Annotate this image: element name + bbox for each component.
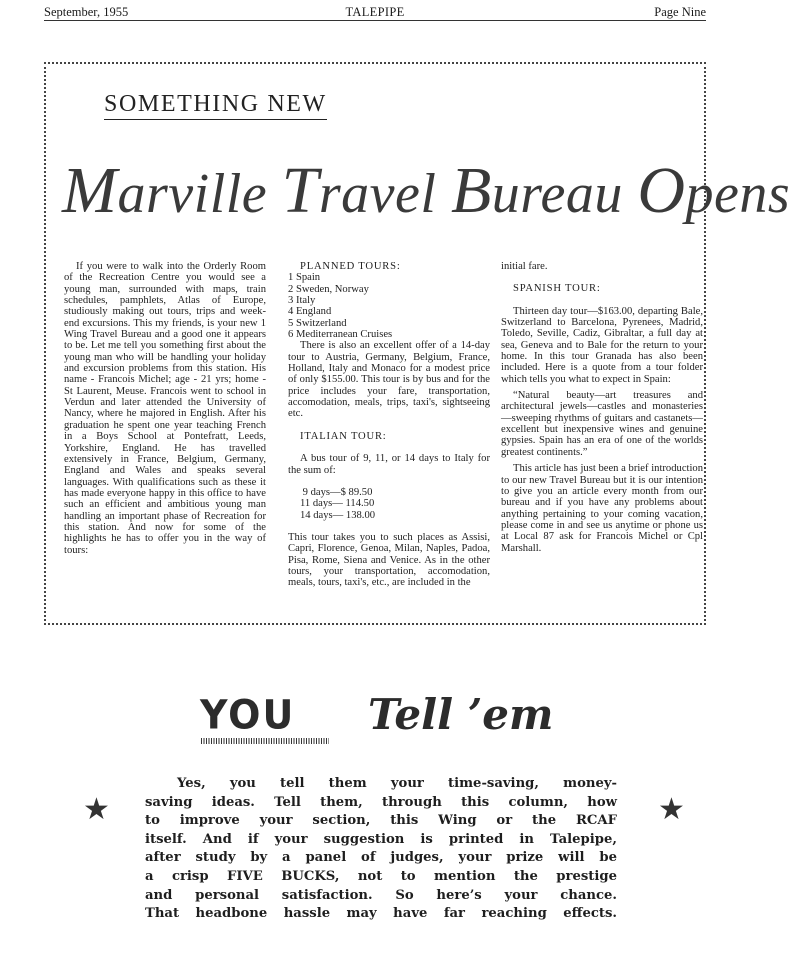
decorative-bars: [201, 738, 329, 744]
headline-word: Opens: [637, 154, 790, 227]
you-logotype: YOU: [200, 691, 296, 739]
tell-em-script: Tell ’em: [368, 690, 554, 739]
headline-word: Travel: [281, 154, 437, 227]
offer-paragraph: There is also an excellent offer of a 14-day tour to Austria, Germany, Belgium, France, Holland, Italy and Monaco for a modest price of only $155.00. This tour is by bus and for the price includes your fare, transportation, accomodation, meals, trips, taxi's, sightseeing etc.: [288, 340, 490, 420]
article-kicker: SOMETHING NEW: [104, 90, 327, 120]
italian-intro-paragraph: A bus tour of 9, 11, or 14 days to Italy for the sum of:: [288, 453, 490, 476]
star-icon: ★: [83, 792, 110, 827]
italian-places-paragraph: This tour takes you to such places as Assisi, Capri, Florence, Genoa, Milan, Naples, Padoa, Pisa, Rome, Siena and Venice. As in the other tours, your transportation, accomodation, meals, tours, taxi's, etc., are included in the: [288, 531, 490, 589]
running-head: [44, 5, 706, 21]
intro-paragraph: If you were to walk into the Orderly Room of the Recreation Centre you would see a young man, surrounded with maps, train schedules, pamphlets, Atlas of Europe, studiously making out tours, trips and week-end excursions. This my friends, is your new 1 Wing Travel Bureau and a good one it appears to be. Let me tell you something first about the young man who will be handling your holiday and excursion problems from this station. His name - Francois Michel; age - 21 yrs; home - St Laurent, Meuse. Francois went to school in Verdun and later attended the University of Nancy, where he majored in English. After his graduation he spent one year teaching French in a Boys School at Pontefratt, Leeds, Yorkshire, England. He has travelled extensively in France, Belgium, Germany, England and Wales and speaks several languages. With qualifications such as these it has made everyone happy in this office to have such an efficient and ambitious young man handling an important phase of Recreation for this station. And now for some of the highlights he has to offer you in the way of tours:: [64, 261, 266, 556]
list-item: 1 Spain: [288, 272, 321, 284]
spain-quote-paragraph: “Natural beauty—art treasures and architectural jewels—castles and monasteries—sweeping rhythms of guitars and castanets—excellent but inexpensive wines and genuine gypsies. Spain has an era of one of the worlds greatest continents.”: [501, 390, 703, 458]
price-row: 9 days—$ 89.50: [300, 486, 373, 498]
star-icon: ★: [658, 792, 685, 827]
headline-word: Marville: [62, 154, 268, 227]
spanish-tour-paragraph: Thirteen day tour—$163.00, departing Bale, Switzerland to Barcelona, Pyrenees, Madrid, Toledo, Seville, Cadiz, Gibraltar, a full day at sea, Geneva and to Bale for the return to your home. In this tour Granada has also been included. Here is a quote from a tour folder which tells you what to expect in Spain:: [501, 305, 703, 385]
list-item: 2 Sweden, Norway: [288, 283, 369, 295]
headline-word: Bureau: [450, 154, 623, 227]
spanish-tour-heading: SPANISH TOUR:: [513, 283, 601, 295]
column-3: [501, 261, 703, 554]
page-number: Page Nine: [654, 5, 706, 19]
italian-tour-heading: ITALIAN TOUR:: [300, 430, 387, 442]
list-item: 4 England: [288, 306, 332, 318]
column-1: [64, 261, 266, 556]
closing-paragraph: This article has just been a brief introduction to our new Travel Bureau but it is our intention to give you an article every month from our bureau and if you have any problems about anything pertaining to your coming vacation, please come in and see us anytime or phone us at Local 87 ask for Francois Michel or Cpl Marshall.: [501, 463, 703, 554]
body-line: to improve your section, this Wing or the RCAF: [145, 813, 617, 829]
body-line: itself. And if your suggestion is printed in Talepipe,: [145, 831, 617, 847]
body-line: saving ideas. Tell them, through this column, how: [145, 794, 617, 810]
list-item: 5 Switzerland: [288, 317, 347, 329]
travel-bureau-article: [44, 62, 790, 625]
issue-date: September, 1955: [44, 5, 129, 19]
planned-tours-heading: PLANNED TOURS:: [300, 261, 401, 272]
article-headline: [62, 154, 790, 229]
you-tell-em-body: [145, 775, 617, 924]
price-row: 11 days— 114.50: [300, 498, 375, 510]
price-row: 14 days— 138.00: [300, 509, 376, 521]
planned-tours-list: [288, 272, 490, 340]
continued-text: initial fare.: [501, 261, 548, 272]
article-body: [64, 261, 703, 606]
list-item: 6 Mediterranean Cruises: [288, 329, 393, 341]
body-line: and personal satisfaction. So here’s your chance.: [145, 887, 617, 903]
body-line: a crisp FIVE BUCKS, not to mention the prestige: [145, 868, 617, 884]
column-2: [288, 261, 490, 589]
body-line: That headbone hassle may have far reaching effects.: [145, 906, 617, 922]
body-line: Yes, you tell them your time-saving, money-: [177, 776, 617, 791]
publication-name: TALEPIPE: [345, 5, 405, 19]
list-item: 3 Italy: [288, 295, 316, 307]
body-line: after study by a panel of judges, your prize will be: [145, 850, 617, 866]
italian-price-list: [288, 487, 490, 521]
